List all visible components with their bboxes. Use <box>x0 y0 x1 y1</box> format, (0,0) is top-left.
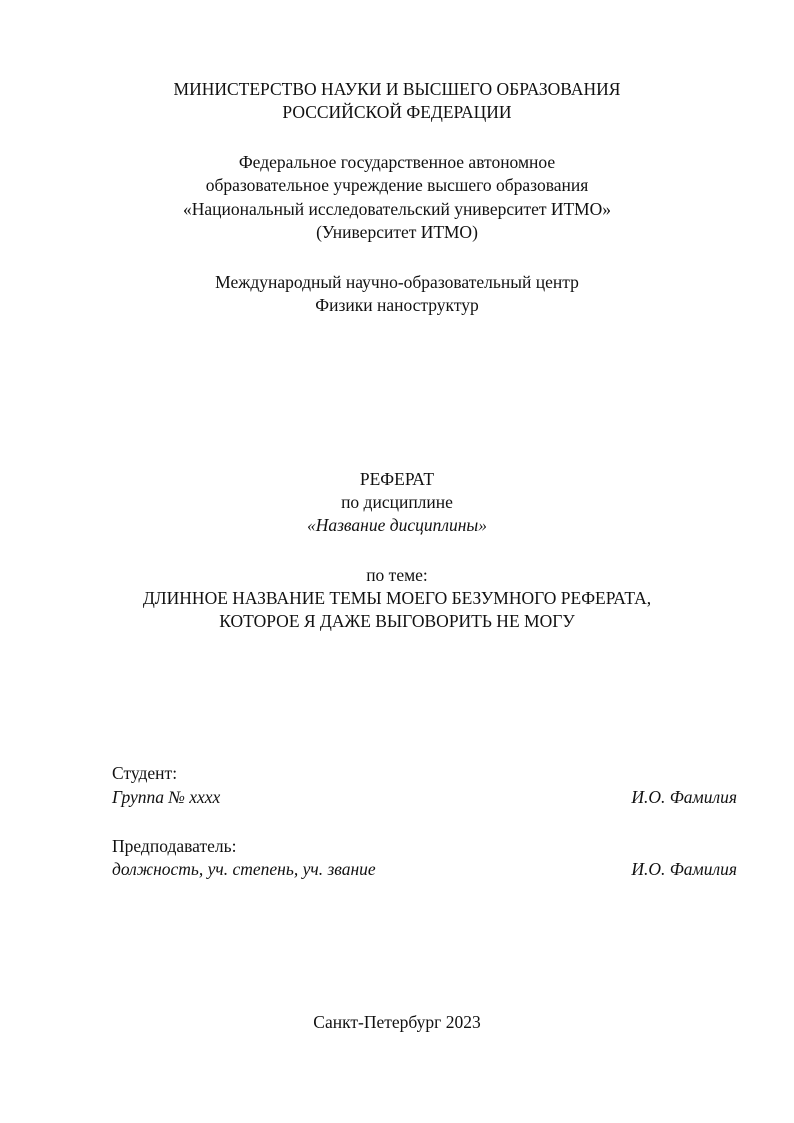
center-line-1: Международный научно-образовательный центр <box>215 272 579 292</box>
topic-line-1: ДЛИННОЕ НАЗВАНИЕ ТЕМЫ МОЕГО БЕЗУМНОГО РЕФЕРАТА, <box>142 588 652 608</box>
teacher-label: Предподаватель: <box>112 836 237 856</box>
center-line-2: Физики наноструктур <box>315 295 479 315</box>
discipline-label: по дисциплине <box>341 492 453 512</box>
student-group: Группа № xxxx <box>112 787 221 807</box>
student-label: Студент: <box>112 763 178 783</box>
institution-line-4: (Университет ИТМО) <box>316 222 478 242</box>
topic-label: по теме: <box>366 565 428 585</box>
ministry-line-1: МИНИСТЕРСТВО НАУКИ И ВЫСШЕГО ОБРАЗОВАНИЯ <box>173 79 621 99</box>
institution-line-2: образовательное учреждение высшего образования <box>205 175 589 195</box>
doc-type: РЕФЕРАТ <box>359 469 435 489</box>
city-year: Санкт-Петербург 2023 <box>313 1012 481 1032</box>
topic-line-2: КОТОРОЕ Я ДАЖЕ ВЫГОВОРИТЬ НЕ МОГУ <box>219 611 575 631</box>
teacher-name: И.О. Фамилия <box>631 859 737 879</box>
teacher-position: должность, уч. степень, уч. звание <box>112 859 376 879</box>
student-name: И.О. Фамилия <box>631 787 737 807</box>
institution-line-1: Федеральное государственное автономное <box>238 152 556 172</box>
ministry-line-2: РОССИЙСКОЙ ФЕДЕРАЦИИ <box>282 102 512 122</box>
discipline-name: «Название дисциплины» <box>306 515 488 535</box>
institution-line-3: «Национальный исследовательский университет ИТМО» <box>183 199 611 219</box>
